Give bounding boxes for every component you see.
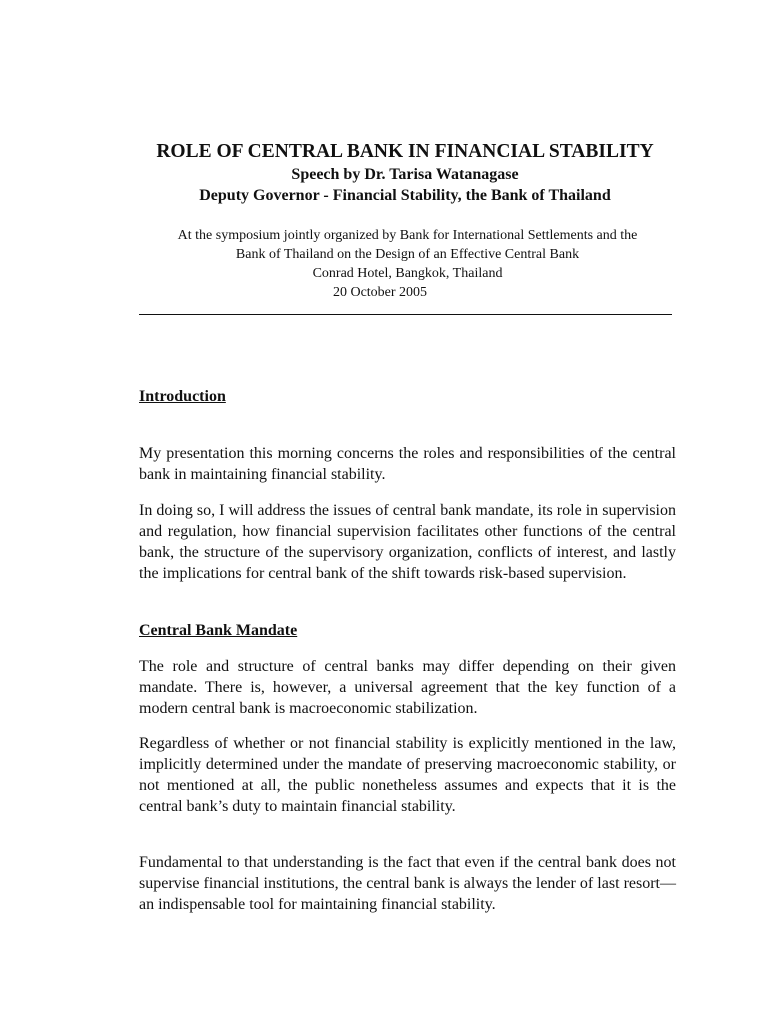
speaker-line: Speech by Dr. Tarisa Watanagase (291, 166, 519, 183)
speaker-position: Deputy Governor - Financial Stability, the Bank of Thailand (199, 187, 611, 204)
intro-paragraph-2: In doing so, I will address the issues of central bank mandate, its role in supervision and regulation, how financial supervision facilitates other functions of the central bank, the structure of the supervisory organization, conflicts of interest, and lastly the implications for central bank of the shift towards risk-based supervision. (139, 502, 676, 582)
venue-line-1: At the symposium jointly organized by Bank for International Settlements and the (177, 228, 638, 243)
document-title: ROLE OF CENTRAL BANK IN FINANCIAL STABILITY (156, 141, 654, 162)
venue-date: 20 October 2005 (332, 285, 428, 300)
introduction-heading: Introduction (139, 388, 226, 405)
title-block (0, 140, 768, 206)
mandate-heading: Central Bank Mandate (139, 622, 298, 639)
horizontal-rule (139, 314, 672, 315)
venue-block (0, 226, 768, 302)
venue-line-2: Bank of Thailand on the Design of an Effective Central Bank (235, 247, 580, 262)
venue-location: Conrad Hotel, Bangkok, Thailand (312, 266, 503, 281)
mandate-paragraph-1: The role and structure of central banks may differ depending on their given mandate. There is, however, a universal agreement that the key function of a modern central bank is macroeconomic stabilization. (139, 658, 676, 717)
mandate-paragraph-3: Fundamental to that understanding is the fact that even if the central bank does not supervise financial institutions, the central bank is always the lender of last resort—an indispensable tool for maintaining financial stability. (139, 854, 676, 913)
mandate-paragraph-2: Regardless of whether or not financial stability is explicitly mentioned in the law, implicitly determined under the mandate of preserving macroeconomic stability, or not mentioned at all, the public nonetheless assumes and expects that it is the central bank’s duty to maintain financial stability. (139, 735, 676, 815)
intro-paragraph-1: My presentation this morning concerns the roles and responsibilities of the central bank in maintaining financial stability. (139, 445, 676, 483)
